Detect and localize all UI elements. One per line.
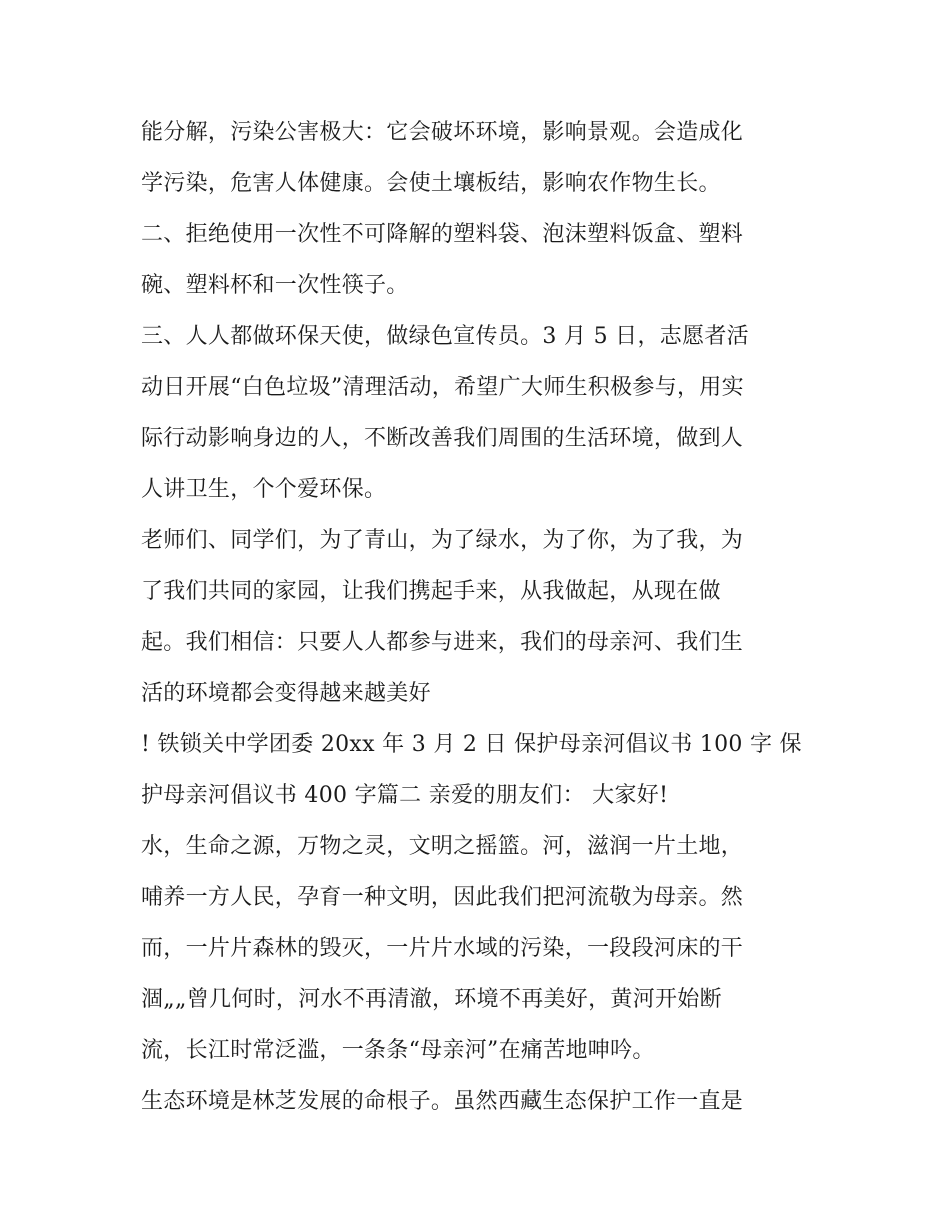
text-line: 起。我们相信：只要人人都参与进来，我们的母亲河、我们生 <box>141 630 744 655</box>
text-line: 水，生命之源，万物之灵，文明之摇篮。河，滋润一片土地， <box>141 834 744 859</box>
text-line: 能分解，污染公害极大：它会破坏环境，影响景观。会造成化 <box>141 120 744 145</box>
text-line: ! 铁锁关中学团委 20xx 年 3 月 2 日 保护母亲河倡议书 100 字 保 <box>141 732 802 757</box>
text-line: 际行动影响身边的人，不断改善我们周围的生活环境，做到人 <box>141 426 744 451</box>
text-line: 人讲卫生，个个爱环保。 <box>141 477 387 502</box>
text-line: 而，一片片森林的毁灭，一片片水域的污染，一段段河床的干 <box>141 936 744 961</box>
text-line: 护母亲河倡议书 400 字篇二 亲爱的朋友们： 大家好! <box>141 783 669 808</box>
text-line: 涸„„曾几何时，河水不再清澈，环境不再美好，黄河开始断 <box>141 987 722 1012</box>
text-line: 哺养一方人民，孕育一种文明，因此我们把河流敬为母亲。然 <box>141 885 744 910</box>
text-line: 动日开展“白色垃圾”清理活动，希望广大师生积极参与，用实 <box>141 375 744 400</box>
text-line: 生态环境是林芝发展的命根子。虽然西藏生态保护工作一直是 <box>141 1089 744 1114</box>
text-line: 流，长江时常泛滥，一条条“母亲河”在痛苦地呻吟。 <box>141 1038 655 1063</box>
text-line: 碗、塑料杯和一次性筷子。 <box>141 273 409 298</box>
text-line: 活的环境都会变得越来越美好 <box>141 681 431 706</box>
text-line: 学污染，危害人体健康。会使土壤板结，影响农作物生长。 <box>141 171 721 196</box>
text-line: 三、人人都做环保天使，做绿色宣传员。3 月 5 日，志愿者活 <box>141 324 749 349</box>
text-line: 了我们共同的家园，让我们携起手来，从我做起，从现在做 <box>141 579 721 604</box>
document-body <box>141 107 821 1127</box>
text-line: 二、拒绝使用一次性不可降解的塑料袋、泡沫塑料饭盒、塑料 <box>141 222 744 247</box>
text-line: 老师们、同学们，为了青山，为了绿水，为了你，为了我，为 <box>141 528 744 553</box>
